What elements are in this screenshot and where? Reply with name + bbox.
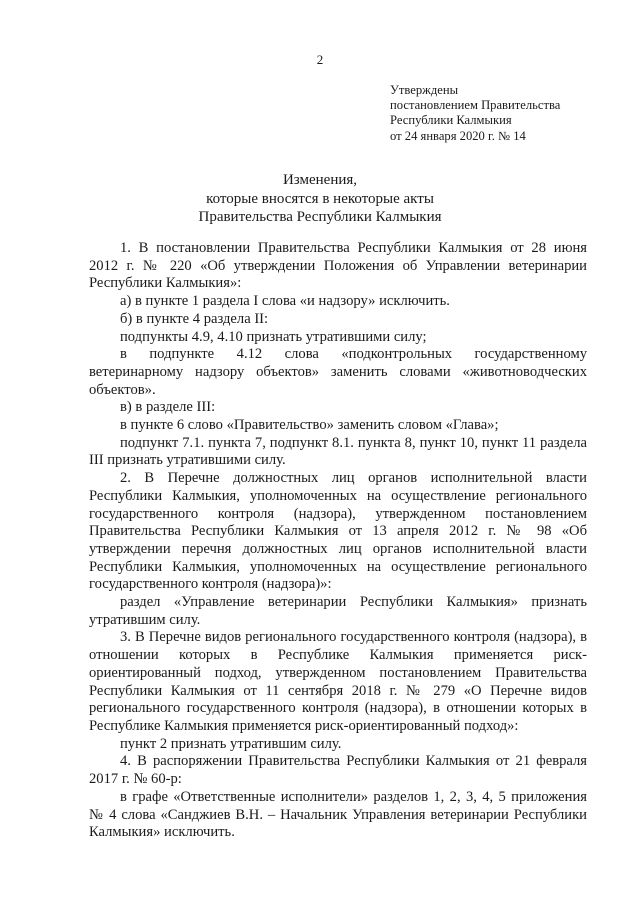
approval-stamp <box>390 83 560 144</box>
page-number: 2 <box>316 52 324 67</box>
title-line: которые вносятся в некоторые акты <box>206 190 434 207</box>
approval-line: Утверждены <box>390 83 459 97</box>
approval-line: Республики Калмыкия <box>390 113 512 128</box>
paragraph: а) в пункте 1 раздела I слова «и надзору» исключить. <box>120 293 450 310</box>
approval-line: от 24 января 2020 г. № 14 <box>390 128 526 143</box>
paragraph: б) в пункте 4 раздела II: <box>120 310 269 327</box>
paragraph: раздел «Управление ветеринарии Республики Калмыкия» признать утратившим силу. <box>89 594 587 628</box>
title-line: Правительства Республики Калмыкия <box>198 209 442 225</box>
paragraph: подпункты 4.9, 4.10 признать утратившими силу; <box>120 328 427 345</box>
title-line: Изменения, <box>282 172 358 188</box>
paragraph: 1. В постановлении Правительства Республики Калмыкия от 28 июня 2012 г. № 220 «Об утверждении Положения об Управлении ветеринарии Республики Калмыкия»: <box>89 240 587 292</box>
document-body <box>89 240 587 842</box>
approval-line: постановлением Правительства <box>390 98 561 113</box>
paragraph: в графе «Ответственные исполнители» разделов 1, 2, 3, 4, 5 приложения № 4 слова «Санджиев В.Н. – Начальник Управления ветеринарии Республики Калмыкия» исключить. <box>89 788 587 841</box>
paragraph: пункт 2 признать утратившим силу. <box>120 735 342 752</box>
paragraph: в) в разделе III: <box>120 399 216 416</box>
paragraph: подпункт 7.1. пункта 7, подпункт 8.1. пункта 8, пункт 10, пункт 11 раздела III признать утратившими силу. <box>89 434 587 469</box>
paragraph: 3. В Перечне видов регионального государственного контроля (надзора), в отношении которых в Республике Калмыкия применяется риск-ориентированный подход, утвержденном постановлением Правительства Республики Калмыкия от 11 сентября 2018 г. № 279 «О Перечне видов регионального государственного контроля (надзора), в отношении которых в Республике Калмыкия применяется риск-ориентированный подход»: <box>89 629 587 734</box>
paragraph: 4. В распоряжении Правительства Республики Калмыкия от 21 февраля 2017 г. № 60-р: <box>89 753 587 788</box>
document-title <box>0 171 640 227</box>
paragraph: в подпункте 4.12 слова «подконтрольных государственному ветеринарному надзору объектов» заменить словами «животноводческих объектов». <box>89 346 587 398</box>
paragraph: в пункте 6 слово «Правительство» заменить словом «Глава»; <box>120 417 499 434</box>
paragraph: 2. В Перечне должностных лиц органов исполнительной власти Республики Калмыкия, уполномоченных на осуществление регионального государственного контроля (надзора), утвержденном постановлением Правительства Республики Калмыкия от 13 апреля 2012 г. № 98 «Об утверждении перечня должностных лиц органов исполнительной власти Республики Калмыкия, уполномоченных на осуществление регионального государственного контроля (надзора)»: <box>89 470 587 593</box>
